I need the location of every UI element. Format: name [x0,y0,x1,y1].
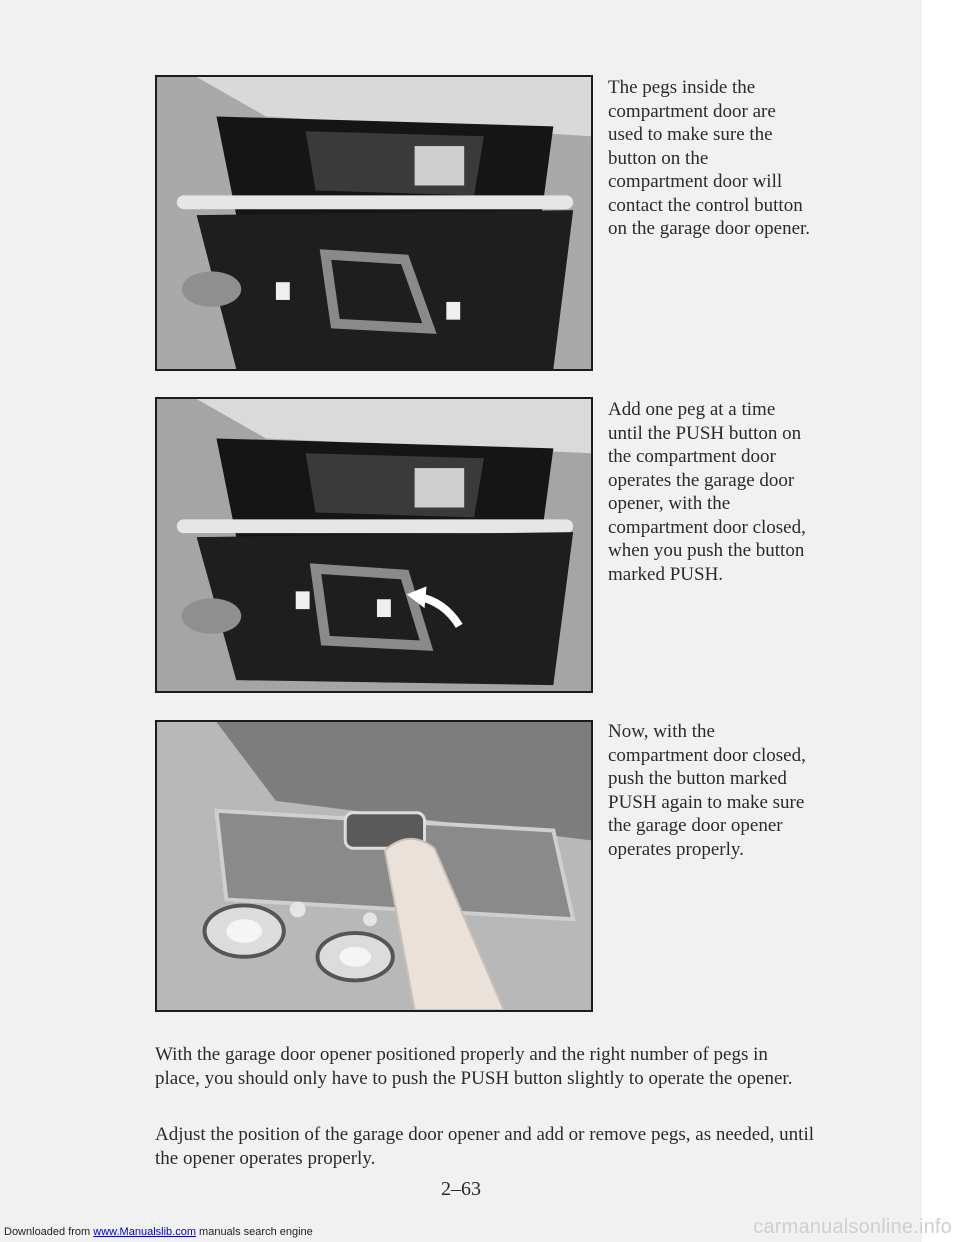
step-2-text: Add one peg at a time until the PUSH button on the compartment door operates the garage door opener, with the compartment door closed, when you push the button marked PUSH. [608,399,806,585]
source-prefix: Downloaded from [4,1226,94,1238]
body-paragraph-2: Adjust the position of the garage door opener and add or remove pegs, as needed, until the opener operates properly. [155,1124,815,1169]
page-number: 2–63 [441,1178,481,1200]
photo-open-compartment [155,75,593,371]
photo-adding-peg-illustration [157,399,591,691]
manualslib-link[interactable]: www.Manualslib.com [93,1226,196,1238]
watermark: carmanualsonline.info [753,1216,952,1238]
body-paragraph-1: With the garage door opener positioned properly and the right number of pegs in place, you should only have to push the PUSH button slightly to operate the opener. [155,1044,793,1089]
step-1-text: The pegs inside the compartment door are used to make sure the button on the compartment door will contact the control button on the garage door opener. [608,77,811,239]
download-source-line [4,1226,313,1238]
photo-adding-peg [155,397,593,693]
photo-pushing-button-illustration [157,722,591,1010]
source-suffix: manuals search engine [195,1226,313,1238]
photo-open-compartment-illustration [157,77,591,369]
step-3-text: Now, with the compartment door closed, push the button marked PUSH again to make sure the garage door opener operates properly. [608,721,806,860]
photo-pushing-button [155,720,593,1012]
